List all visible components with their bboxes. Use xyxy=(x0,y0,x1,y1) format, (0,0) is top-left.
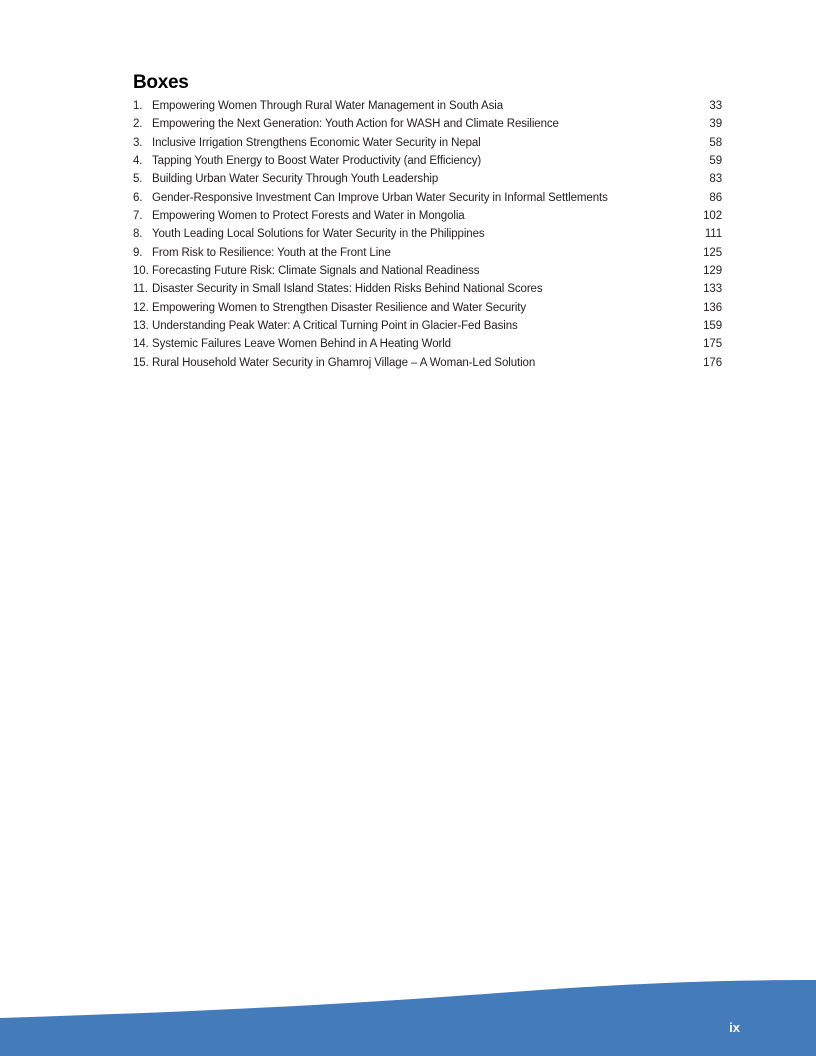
item-page-number: 33 xyxy=(709,100,722,112)
list-item[interactable] xyxy=(133,115,722,133)
item-title: Tapping Youth Energy to Boost Water Productivity (and Efficiency) xyxy=(152,155,482,168)
item-title: Systemic Failures Leave Women Behind in A Heating World xyxy=(152,338,451,351)
item-number: 3. xyxy=(133,136,143,149)
item-page-number: 129 xyxy=(703,265,722,278)
footer-page-number: ix xyxy=(729,1020,740,1035)
item-number: 10. xyxy=(133,265,149,278)
list-item[interactable] xyxy=(133,317,722,335)
item-number: 1. xyxy=(133,100,143,112)
item-page-number: 136 xyxy=(703,301,722,314)
item-page-number: 176 xyxy=(703,356,722,369)
item-title: Disaster Security in Small Island States: Hidden Risks Behind National Scores xyxy=(152,283,543,296)
footer-wave-graphic xyxy=(0,976,816,1056)
item-number: 8. xyxy=(133,228,143,241)
item-title: Youth Leading Local Solutions for Water Security in the Philippines xyxy=(152,228,485,241)
item-number: 15. xyxy=(133,356,149,369)
item-title: Rural Household Water Security in Ghamroj Village – A Woman-Led Solution xyxy=(152,356,536,369)
list-item[interactable] xyxy=(133,152,722,170)
list-item[interactable] xyxy=(133,170,722,188)
item-title: Understanding Peak Water: A Critical Turning Point in Glacier-Fed Basins xyxy=(152,320,518,333)
item-title: Forecasting Future Risk: Climate Signals and National Readiness xyxy=(152,265,480,278)
list-item[interactable] xyxy=(133,189,722,207)
list-item[interactable] xyxy=(133,97,722,115)
item-title: Empowering the Next Generation: Youth Action for WASH and Climate Resilience xyxy=(152,118,559,131)
item-page-number: 175 xyxy=(703,338,722,351)
list-item[interactable] xyxy=(133,335,722,353)
item-number: 12. xyxy=(133,301,149,314)
item-page-number: 59 xyxy=(709,155,722,168)
item-number: 14. xyxy=(133,338,149,351)
list-item[interactable] xyxy=(133,207,722,225)
item-title: Inclusive Irrigation Strengthens Economic Water Security in Nepal xyxy=(152,136,481,149)
item-page-number: 86 xyxy=(709,191,722,204)
item-title: From Risk to Resilience: Youth at the Front Line xyxy=(152,246,391,259)
item-page-number: 39 xyxy=(709,118,722,131)
item-page-number: 58 xyxy=(709,136,722,149)
item-page-number: 133 xyxy=(703,283,722,296)
list-item[interactable] xyxy=(133,262,722,280)
list-item[interactable] xyxy=(133,299,722,317)
list-item[interactable] xyxy=(133,134,722,152)
item-title: Empowering Women to Protect Forests and Water in Mongolia xyxy=(152,210,465,223)
section-title: Boxes xyxy=(133,72,189,93)
footer-wave-shape xyxy=(0,980,816,1056)
boxes-list xyxy=(133,97,722,372)
item-page-number: 111 xyxy=(704,228,722,241)
item-number: 4. xyxy=(133,155,143,168)
item-number: 11. xyxy=(133,283,148,296)
item-page-number: 159 xyxy=(703,320,722,333)
item-number: 9. xyxy=(133,246,143,259)
item-title: Building Urban Water Security Through Youth Leadership xyxy=(152,173,439,186)
item-page-number: 102 xyxy=(703,210,722,223)
list-item[interactable] xyxy=(133,225,722,243)
boxes-section xyxy=(133,72,722,372)
item-title: Empowering Women to Strengthen Disaster Resilience and Water Security xyxy=(152,301,527,314)
item-number: 7. xyxy=(133,210,143,223)
list-item[interactable] xyxy=(133,354,722,372)
item-number: 6. xyxy=(133,191,143,204)
item-page-number: 83 xyxy=(709,173,722,186)
item-number: 5. xyxy=(133,173,143,186)
item-number: 13. xyxy=(133,320,149,333)
item-title: Gender-Responsive Investment Can Improve Urban Water Security in Informal Settlements xyxy=(152,191,608,204)
item-number: 2. xyxy=(133,118,143,131)
item-page-number: 125 xyxy=(703,246,722,259)
item-title: Empowering Women Through Rural Water Management in South Asia xyxy=(152,100,504,112)
list-item[interactable] xyxy=(133,244,722,262)
list-item[interactable] xyxy=(133,280,722,298)
